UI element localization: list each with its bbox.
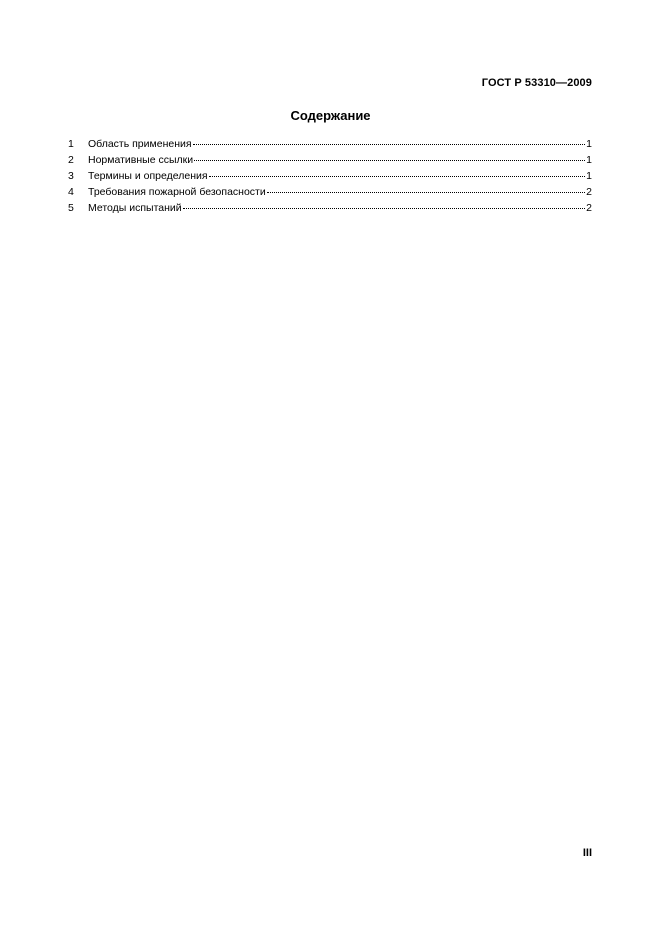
toc-entry-number: 2 — [68, 154, 74, 166]
toc-entry-title: Термины и определения — [88, 170, 208, 182]
toc-entry[interactable] — [68, 152, 592, 168]
toc-dot-leader — [194, 160, 585, 161]
toc-entry-title: Методы испытаний — [88, 202, 182, 214]
toc-entry-page: 2 — [586, 186, 592, 198]
toc-entry-page: 1 — [586, 138, 592, 150]
toc-dot-leader — [183, 208, 586, 209]
toc-entry-title: Область применения — [88, 138, 192, 150]
toc-title: Содержание — [290, 108, 371, 123]
toc-entry-title: Требования пожарной безопасности — [88, 186, 266, 198]
toc-dot-leader — [209, 176, 586, 177]
toc-entry-number: 4 — [68, 186, 74, 198]
page-number: III — [582, 847, 592, 859]
toc-dot-leader — [267, 192, 585, 193]
document-code: ГОСТ Р 53310—2009 — [481, 77, 592, 89]
toc-entry-page: 2 — [586, 202, 592, 214]
toc-entry-number: 3 — [68, 170, 74, 182]
toc-dot-leader — [193, 144, 586, 145]
toc-list — [68, 136, 592, 216]
toc-entry-number: 1 — [68, 138, 74, 150]
toc-entry[interactable] — [68, 184, 592, 200]
toc-entry-number: 5 — [68, 202, 74, 214]
toc-entry-title: Нормативные ссылки — [88, 154, 194, 166]
toc-entry-page: 1 — [586, 170, 592, 182]
toc-entry-page: 1 — [586, 154, 592, 166]
toc-entry[interactable] — [68, 200, 592, 216]
toc-entry[interactable] — [68, 136, 592, 152]
toc-entry[interactable] — [68, 168, 592, 184]
